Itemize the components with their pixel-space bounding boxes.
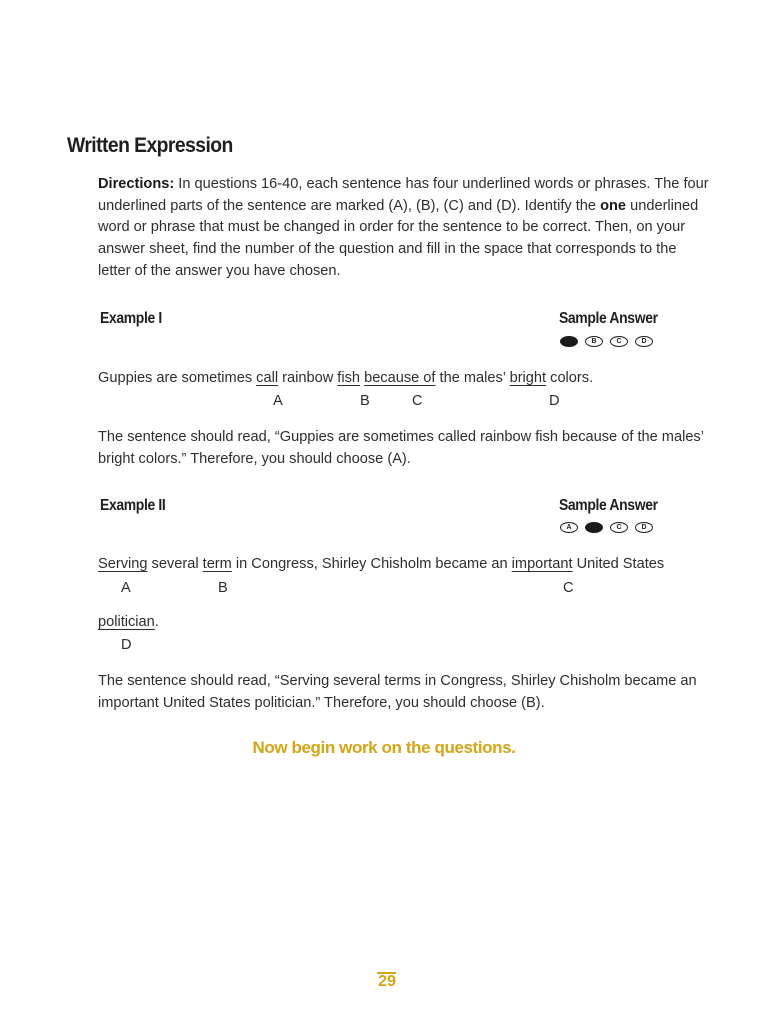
directions-emphasis: one xyxy=(600,197,627,214)
sentence-text: several xyxy=(147,556,203,572)
page-number: 29 xyxy=(378,973,396,990)
directions-text-1: In questions 16-40, each sentence has four underlined words or phrases. The four underlined parts of the sentence are marked (A), (B), (C) and (D). Identify the xyxy=(98,176,709,214)
bubble-a: A xyxy=(560,522,578,533)
bubble-c: C xyxy=(610,522,628,533)
example-1-answer-bubbles xyxy=(560,336,653,347)
example-2-answer-bubbles xyxy=(560,522,653,533)
underlined-part-b: term xyxy=(202,556,232,572)
directions-text-2: underlined word or phrase that must be changed in order for the sentence to be correct. Then, on your answer sheet, find the number of the question and fill in the space that corresponds to the letter of the answer you have chosen. xyxy=(98,197,699,279)
section-title: Written Expression xyxy=(67,134,233,157)
example-1-letter-b: B xyxy=(360,393,370,409)
example-2-sentence-line-1 xyxy=(98,556,664,572)
sentence-text: . xyxy=(154,614,159,630)
underlined-part-a: call xyxy=(256,370,279,386)
example-2-letter-c: C xyxy=(563,580,574,596)
bubble-c: C xyxy=(610,336,628,347)
example-2-sentence-line-2 xyxy=(98,614,159,630)
underlined-part-d: bright xyxy=(509,370,547,386)
underlined-part-c: because of xyxy=(364,370,436,386)
example-1-sentence xyxy=(98,370,593,386)
sentence-text: the males’ xyxy=(435,370,510,386)
example-2-sample-answer-label: Sample Answer xyxy=(559,497,658,514)
directions-paragraph xyxy=(98,174,710,283)
underlined-part-c: important xyxy=(511,556,573,572)
sentence-text: United States xyxy=(572,556,665,572)
sentence-text: colors. xyxy=(546,370,594,386)
example-2-letter-b: B xyxy=(218,580,228,596)
example-2-letter-a: A xyxy=(121,580,131,596)
bubble-b: B xyxy=(585,336,603,347)
example-1-letter-c: C xyxy=(412,393,423,409)
example-2-explanation: The sentence should read, “Serving several terms in Congress, Shirley Chisholm became an important United States politician.” Therefore, you should choose (B). xyxy=(98,673,697,711)
example-1-letter-a: A xyxy=(273,393,283,409)
directions-label: Directions: xyxy=(98,176,175,192)
example-1-letter-d: D xyxy=(549,393,560,409)
begin-instruction: Now begin work on the questions. xyxy=(252,738,516,757)
example-1-explanation: The sentence should read, “Guppies are sometimes called rainbow fish because of the males’ bright colors.” Therefore, you should choose (A). xyxy=(98,429,704,467)
example-1-label: Example I xyxy=(100,310,162,327)
underlined-part-d: politician xyxy=(98,614,155,630)
bubble-d: D xyxy=(635,522,653,533)
sentence-text: in Congress, Shirley Chisholm became an xyxy=(231,556,512,572)
example-2-label: Example II xyxy=(100,497,166,514)
underlined-part-a: Serving xyxy=(98,556,148,572)
underlined-part-b: fish xyxy=(337,370,361,386)
bubble-a xyxy=(560,336,578,347)
bubble-d: D xyxy=(635,336,653,347)
example-2-letter-d: D xyxy=(121,637,132,653)
sentence-text: rainbow xyxy=(278,370,338,386)
example-1-sample-answer-label: Sample Answer xyxy=(559,310,658,327)
bubble-b xyxy=(585,522,603,533)
sentence-text: Guppies are sometimes xyxy=(98,370,257,386)
